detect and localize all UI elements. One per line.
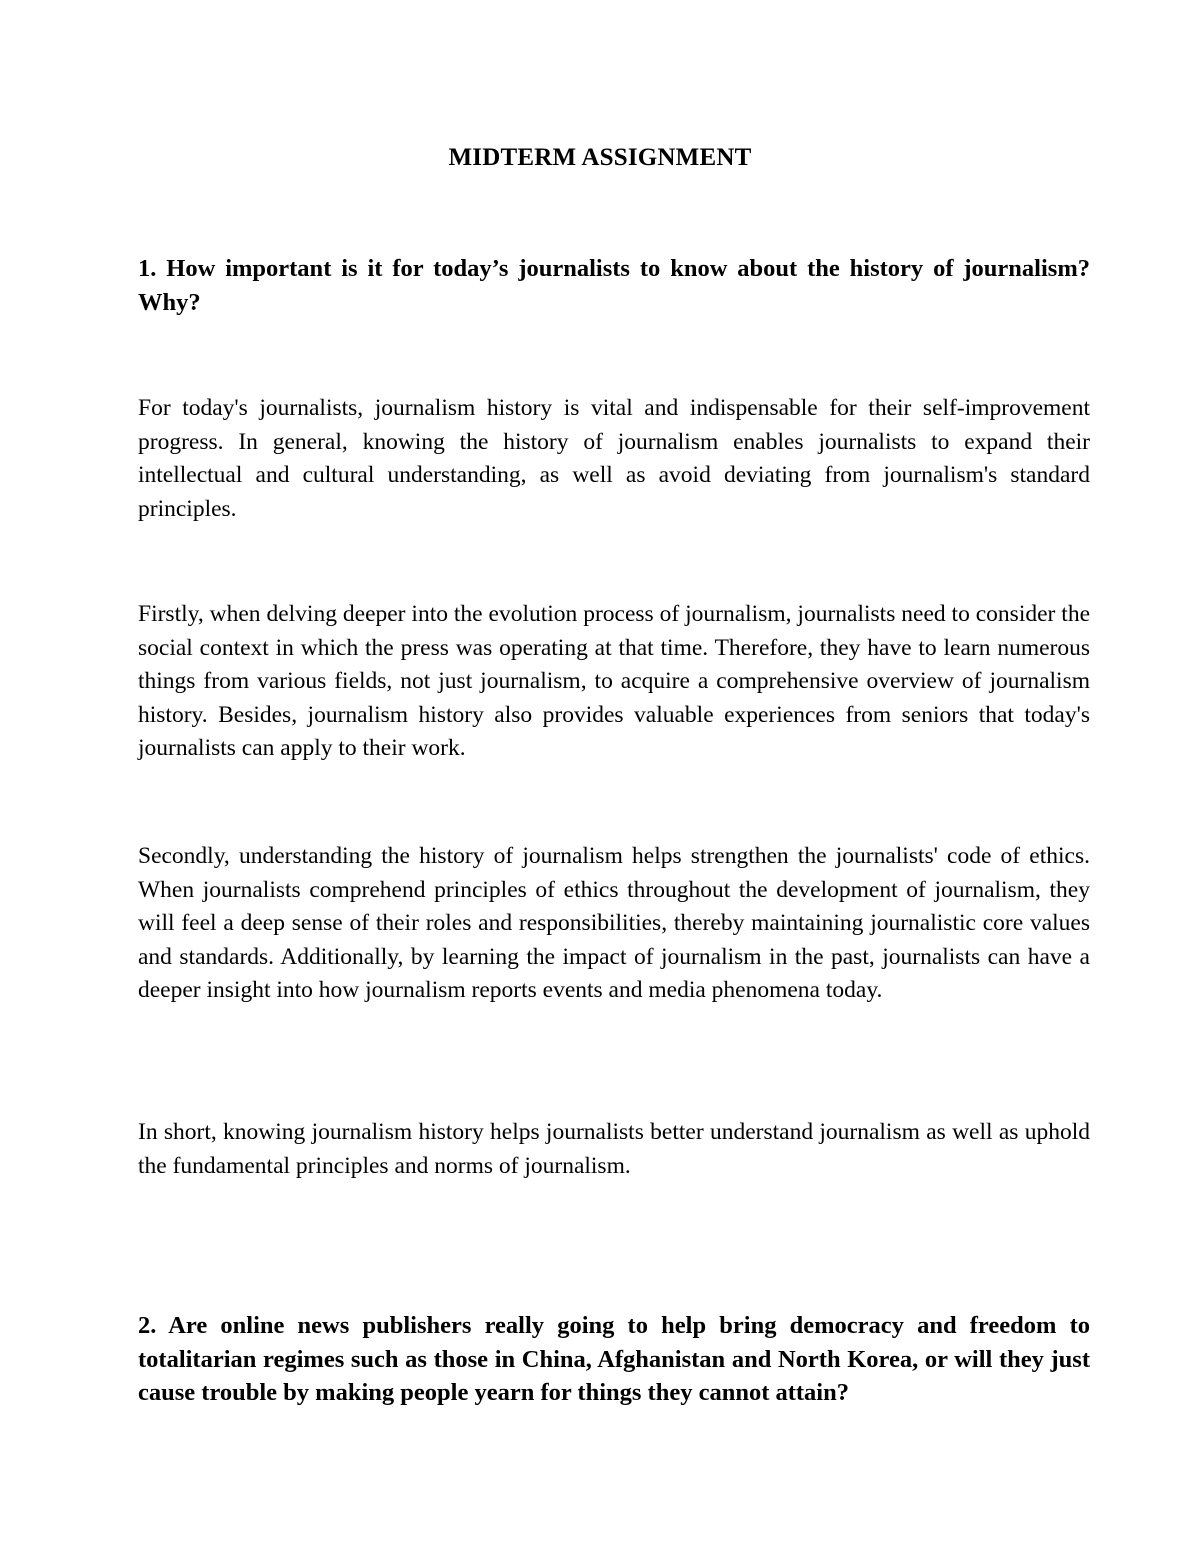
document-title: MIDTERM ASSIGNMENT xyxy=(448,144,752,171)
answer-paragraph-3: Secondly, understanding the history of journalism helps strengthen the journalists' code of ethics. When journalists comprehend principles of ethics throughout the development of journalism, they will feel a deep sense of their roles and responsibilities, thereby maintaining journalistic core values and standards. Additionally, by learning the impact of journalism in the past, journalists can have a deeper insight into how journalism reports events and media phenomena today. xyxy=(138,843,1090,1003)
question-1: 1. How important is it for today’s journalists to know about the history of journalism? Why? xyxy=(138,255,1090,316)
answer-paragraph-2: Firstly, when delving deeper into the evolution process of journalism, journalists need to consider the social context in which the press was operating at that time. Therefore, they have to learn numerous things from various fields, not just journalism, to acquire a comprehensive overview of journalism history. Besides, journalism history also provides valuable experiences from seniors that today's journalists can apply to their work. xyxy=(138,601,1090,761)
answer-paragraph-1: For today's journalists, journalism history is vital and indispensable for their self-improvement progress. In general, knowing the history of journalism enables journalists to expand their intellectual and cultural understanding, as well as avoid deviating from journalism's standard principles. xyxy=(138,395,1090,522)
answer-paragraph-4: In short, knowing journalism history helps journalists better understand journalism as well as uphold the fundamental principles and norms of journalism. xyxy=(138,1119,1090,1179)
question-2: 2. Are online news publishers really going to help bring democracy and freedom to totalitarian regimes such as those in China, Afghanistan and North Korea, or will they just cause trouble by making people yearn for things they cannot attain? xyxy=(138,1312,1090,1406)
